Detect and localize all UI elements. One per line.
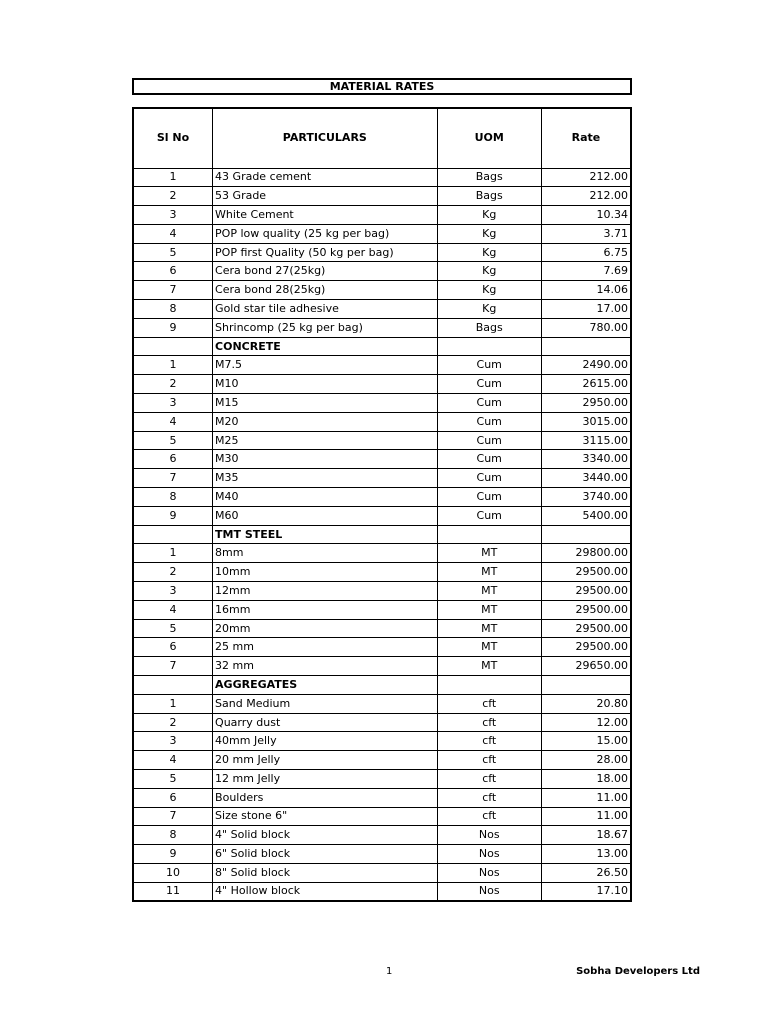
table-row (133, 375, 631, 394)
cell-rate: 3015.00 (541, 412, 631, 431)
cell-particulars: M30 (213, 450, 438, 469)
table-row (133, 394, 631, 413)
cell-uom: Bags (437, 187, 541, 206)
cell-particulars: M7.5 (213, 356, 438, 375)
cell-particulars: 20mm (213, 619, 438, 638)
cell-rate: 26.50 (541, 863, 631, 882)
cell-sl-no: 4 (133, 600, 213, 619)
cell-particulars: Boulders (213, 788, 438, 807)
cell-rate: 29800.00 (541, 544, 631, 563)
cell-uom: Kg (437, 224, 541, 243)
cell-particulars: 4" Solid block (213, 826, 438, 845)
table-row (133, 826, 631, 845)
cell-rate: 17.10 (541, 882, 631, 901)
cell-particulars: POP first Quality (50 kg per bag) (213, 243, 438, 262)
cell-rate: 3.71 (541, 224, 631, 243)
cell-rate (541, 337, 631, 356)
table-row (133, 563, 631, 582)
cell-sl-no: 1 (133, 168, 213, 187)
table-row (133, 318, 631, 337)
cell-rate: 5400.00 (541, 506, 631, 525)
table-row (133, 431, 631, 450)
cell-uom: cft (437, 751, 541, 770)
table-row (133, 187, 631, 206)
cell-uom (437, 525, 541, 544)
cell-particulars: AGGREGATES (213, 676, 438, 695)
cell-particulars: 12mm (213, 582, 438, 601)
cell-sl-no: 5 (133, 431, 213, 450)
cell-sl-no: 2 (133, 375, 213, 394)
cell-particulars: M15 (213, 394, 438, 413)
cell-rate: 11.00 (541, 788, 631, 807)
table-row (133, 657, 631, 676)
cell-rate: 2950.00 (541, 394, 631, 413)
cell-particulars: M40 (213, 488, 438, 507)
table-row (133, 262, 631, 281)
table-body (133, 168, 631, 901)
table-row (133, 694, 631, 713)
cell-uom: MT (437, 619, 541, 638)
header-particulars: PARTICULARS (213, 108, 438, 168)
table-row (133, 356, 631, 375)
cell-particulars: 32 mm (213, 657, 438, 676)
cell-uom: MT (437, 544, 541, 563)
cell-sl-no: 1 (133, 356, 213, 375)
table-row (133, 600, 631, 619)
cell-uom: MT (437, 600, 541, 619)
cell-particulars: Shrincomp (25 kg per bag) (213, 318, 438, 337)
cell-rate: 28.00 (541, 751, 631, 770)
cell-rate: 29500.00 (541, 619, 631, 638)
cell-particulars: 12 mm Jelly (213, 770, 438, 789)
table-row (133, 788, 631, 807)
cell-uom: Nos (437, 863, 541, 882)
cell-uom: Cum (437, 469, 541, 488)
table-row (133, 845, 631, 864)
cell-rate: 20.80 (541, 694, 631, 713)
cell-uom: cft (437, 788, 541, 807)
cell-uom: MT (437, 638, 541, 657)
cell-sl-no: 7 (133, 657, 213, 676)
cell-particulars: 40mm Jelly (213, 732, 438, 751)
cell-sl-no: 8 (133, 488, 213, 507)
cell-sl-no: 8 (133, 300, 213, 319)
cell-uom: Kg (437, 243, 541, 262)
cell-uom: Bags (437, 318, 541, 337)
cell-sl-no: 4 (133, 751, 213, 770)
header-rate: Rate (541, 108, 631, 168)
table-row (133, 732, 631, 751)
table-row (133, 751, 631, 770)
cell-sl-no: 3 (133, 206, 213, 225)
cell-sl-no: 9 (133, 506, 213, 525)
cell-sl-no: 7 (133, 281, 213, 300)
table-row (133, 638, 631, 657)
section-row (133, 337, 631, 356)
page-number: 1 (386, 966, 393, 977)
cell-particulars: 20 mm Jelly (213, 751, 438, 770)
cell-rate: 3740.00 (541, 488, 631, 507)
table-header-row (133, 108, 631, 168)
cell-particulars: 43 Grade cement (213, 168, 438, 187)
cell-sl-no: 9 (133, 318, 213, 337)
cell-particulars: M60 (213, 506, 438, 525)
cell-uom: Nos (437, 845, 541, 864)
cell-uom: cft (437, 694, 541, 713)
cell-uom: Kg (437, 206, 541, 225)
cell-uom (437, 337, 541, 356)
cell-rate: 3115.00 (541, 431, 631, 450)
cell-uom: MT (437, 563, 541, 582)
cell-rate: 15.00 (541, 732, 631, 751)
cell-sl-no: 1 (133, 694, 213, 713)
cell-particulars: POP low quality (25 kg per bag) (213, 224, 438, 243)
cell-rate: 13.00 (541, 845, 631, 864)
cell-rate: 29500.00 (541, 638, 631, 657)
section-row (133, 676, 631, 695)
cell-rate: 3440.00 (541, 469, 631, 488)
cell-sl-no: 9 (133, 845, 213, 864)
cell-particulars: TMT STEEL (213, 525, 438, 544)
cell-particulars: Cera bond 27(25kg) (213, 262, 438, 281)
cell-uom: Cum (437, 506, 541, 525)
cell-uom: cft (437, 732, 541, 751)
page-title: MATERIAL RATES (132, 78, 632, 95)
table-row (133, 863, 631, 882)
table-row (133, 243, 631, 262)
cell-sl-no: 7 (133, 807, 213, 826)
header-uom: UOM (437, 108, 541, 168)
cell-uom: Cum (437, 375, 541, 394)
table-row (133, 450, 631, 469)
cell-rate: 12.00 (541, 713, 631, 732)
cell-uom: Kg (437, 262, 541, 281)
cell-uom: MT (437, 582, 541, 601)
table-row (133, 544, 631, 563)
cell-rate: 17.00 (541, 300, 631, 319)
table-row (133, 224, 631, 243)
cell-particulars: 8mm (213, 544, 438, 563)
cell-uom: Cum (437, 450, 541, 469)
cell-rate: 14.06 (541, 281, 631, 300)
table-row (133, 770, 631, 789)
cell-uom: cft (437, 807, 541, 826)
table-row (133, 582, 631, 601)
cell-uom: Cum (437, 488, 541, 507)
table-row (133, 713, 631, 732)
cell-sl-no: 11 (133, 882, 213, 901)
table-row (133, 807, 631, 826)
cell-uom (437, 676, 541, 695)
cell-particulars: CONCRETE (213, 337, 438, 356)
cell-uom: cft (437, 770, 541, 789)
cell-sl-no: 2 (133, 563, 213, 582)
cell-rate: 2615.00 (541, 375, 631, 394)
cell-rate: 7.69 (541, 262, 631, 281)
cell-particulars: 53 Grade (213, 187, 438, 206)
cell-sl-no: 7 (133, 469, 213, 488)
table-row (133, 281, 631, 300)
cell-sl-no: 6 (133, 788, 213, 807)
section-row (133, 525, 631, 544)
cell-sl-no: 5 (133, 770, 213, 789)
cell-particulars: Quarry dust (213, 713, 438, 732)
cell-uom: Nos (437, 882, 541, 901)
cell-rate: 29500.00 (541, 600, 631, 619)
cell-uom: Kg (437, 281, 541, 300)
cell-particulars: 10mm (213, 563, 438, 582)
cell-sl-no: 3 (133, 582, 213, 601)
cell-sl-no (133, 337, 213, 356)
cell-particulars: M25 (213, 431, 438, 450)
cell-uom: Cum (437, 394, 541, 413)
cell-particulars: White Cement (213, 206, 438, 225)
cell-sl-no: 10 (133, 863, 213, 882)
cell-sl-no: 3 (133, 394, 213, 413)
cell-sl-no: 1 (133, 544, 213, 563)
cell-uom: cft (437, 713, 541, 732)
cell-sl-no: 8 (133, 826, 213, 845)
cell-uom: MT (437, 657, 541, 676)
cell-uom: Kg (437, 300, 541, 319)
cell-rate: 212.00 (541, 168, 631, 187)
cell-uom: Nos (437, 826, 541, 845)
cell-uom: Bags (437, 168, 541, 187)
table-row (133, 206, 631, 225)
cell-rate: 29500.00 (541, 563, 631, 582)
cell-sl-no: 4 (133, 412, 213, 431)
header-sl-no: Sl No (133, 108, 213, 168)
cell-uom: Cum (437, 431, 541, 450)
table-row (133, 469, 631, 488)
cell-uom: Cum (437, 412, 541, 431)
cell-sl-no: 2 (133, 187, 213, 206)
cell-particulars: 6" Solid block (213, 845, 438, 864)
cell-rate: 10.34 (541, 206, 631, 225)
cell-sl-no: 5 (133, 619, 213, 638)
cell-particulars: Gold star tile adhesive (213, 300, 438, 319)
cell-particulars: Cera bond 28(25kg) (213, 281, 438, 300)
table-row (133, 882, 631, 901)
cell-rate: 6.75 (541, 243, 631, 262)
cell-sl-no (133, 525, 213, 544)
cell-particulars: M35 (213, 469, 438, 488)
table-row (133, 488, 631, 507)
cell-particulars: 16mm (213, 600, 438, 619)
cell-rate (541, 676, 631, 695)
cell-rate: 2490.00 (541, 356, 631, 375)
cell-rate: 18.00 (541, 770, 631, 789)
cell-rate: 18.67 (541, 826, 631, 845)
cell-sl-no: 4 (133, 224, 213, 243)
cell-particulars: Sand Medium (213, 694, 438, 713)
cell-sl-no: 2 (133, 713, 213, 732)
table-row (133, 300, 631, 319)
table-row (133, 619, 631, 638)
cell-particulars: M20 (213, 412, 438, 431)
cell-rate: 3340.00 (541, 450, 631, 469)
cell-particulars: 8" Solid block (213, 863, 438, 882)
cell-rate: 11.00 (541, 807, 631, 826)
cell-particulars: M10 (213, 375, 438, 394)
cell-uom: Cum (437, 356, 541, 375)
company-name: Sobha Developers Ltd (576, 966, 700, 977)
cell-particulars: 4" Hollow block (213, 882, 438, 901)
table-row (133, 412, 631, 431)
cell-rate: 29500.00 (541, 582, 631, 601)
cell-sl-no: 5 (133, 243, 213, 262)
table-row (133, 506, 631, 525)
cell-sl-no: 6 (133, 450, 213, 469)
cell-sl-no: 6 (133, 262, 213, 281)
cell-rate: 780.00 (541, 318, 631, 337)
table-row (133, 168, 631, 187)
cell-sl-no: 6 (133, 638, 213, 657)
material-rates-table (132, 107, 632, 902)
cell-sl-no (133, 676, 213, 695)
cell-rate (541, 525, 631, 544)
cell-rate: 212.00 (541, 187, 631, 206)
cell-particulars: Size stone 6" (213, 807, 438, 826)
cell-particulars: 25 mm (213, 638, 438, 657)
cell-rate: 29650.00 (541, 657, 631, 676)
cell-sl-no: 3 (133, 732, 213, 751)
